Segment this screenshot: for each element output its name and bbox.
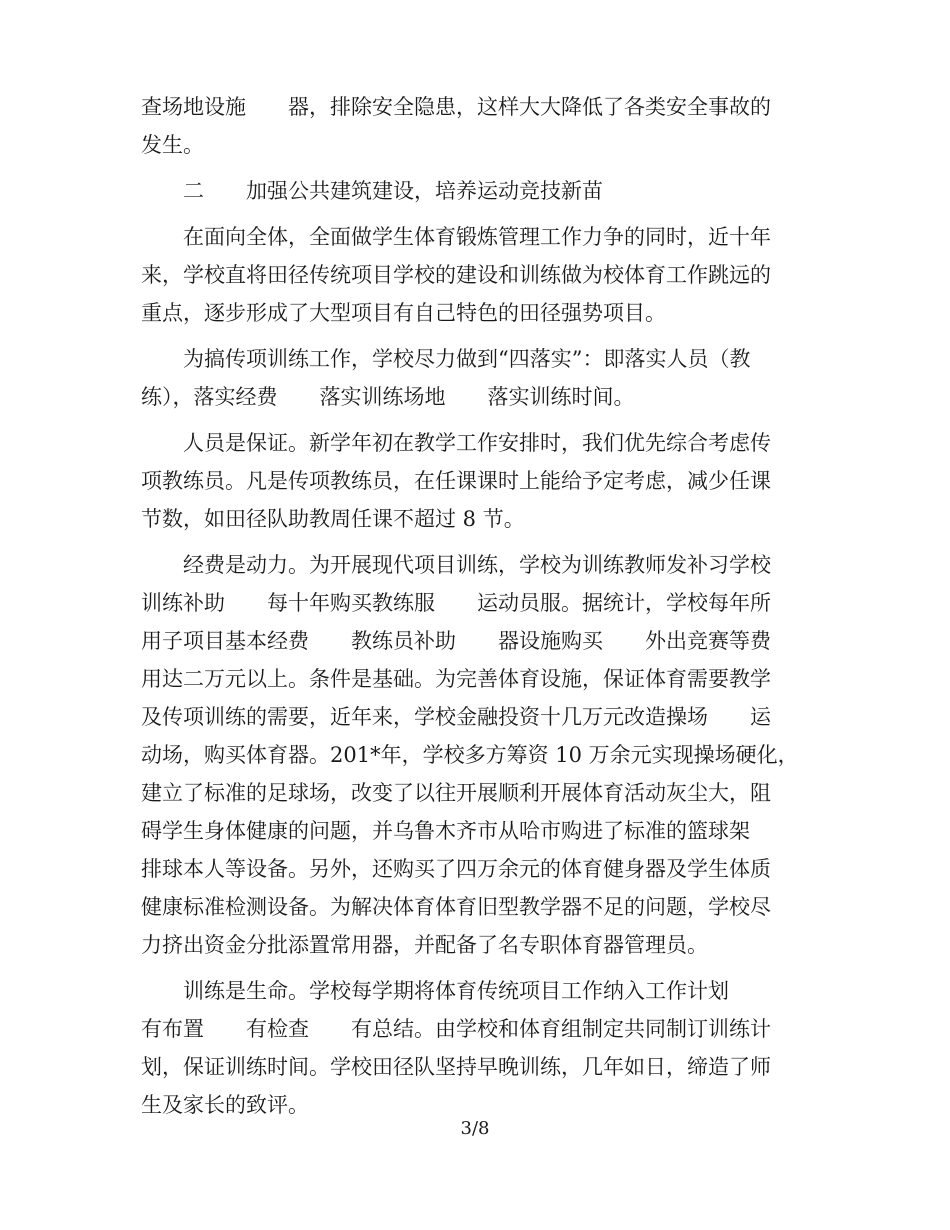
heading-line: 二 加强公共建筑建设，培养运动竞技新苗 [141,179,603,203]
text-line: 及传项训练的需要，近年来，学校金融投资十几万元改造操场 运 [141,705,771,729]
text-line: 经费是动力。为开展现代项目训练，学校为训练教师发补习学校 [141,553,771,577]
text-line: 发生。 [141,133,204,157]
text-line: 动场，购买体育器。201*年，学校多方筹资 10 万余元实现操场硬化， [141,743,799,767]
text-line: 项教练员。凡是传项教练员，在任课课时上能给予定考虑，减少任课 [141,469,771,493]
text-line: 生及家长的致评。 [141,1093,309,1117]
text-line: 来，学校直将田径传统项目学校的建设和训练做为校体育工作跳远的 [141,263,771,287]
text-line: 划，保证训练时间。学校田径队坚持早晚训练，几年如日，缔造了师 [141,1055,771,1079]
section-heading [141,172,813,210]
page-number: 3/8 [460,1118,490,1139]
text-line: 用子项目基本经费 教练员补助 器设施购买 外出竞赛等费 [141,629,771,653]
text-line: 查场地设施 器，排除安全隐患，这样大大降低了各类安全事故的 [141,95,771,119]
text-line: 重点，逐步形成了大型项目有自己特色的田径强势项目。 [141,301,666,325]
text-line: 为搞传项训练工作，学校尽力做到“四落实”：即落实人员（教 [141,347,751,371]
paragraph-overview [141,218,813,332]
paragraph-funding [141,546,813,964]
text-line: 训练补助 每十年购买教练服 运动员服。据统计，学校每年所 [141,591,771,615]
paragraph-personnel [141,424,813,538]
text-line: 训练是生命。学校每学期将体育传统项目工作纳入工作计划 [141,979,729,1003]
text-line: 建立了标准的足球场，改变了以往开展顺利开展体育活动灰尘大，阻 [141,781,771,805]
text-line: 碍学生身体健康的问题，并乌鲁木齐市从哈市购进了标准的篮球架 [141,819,750,843]
text-line: 健康标准检测设备。为解决体育体育旧型教学器不足的问题，学校尽 [141,895,771,919]
paragraph-four-implementations [141,340,813,416]
text-line: 节数，如田径队助教周任课不超过 8 节。 [141,507,525,531]
text-line: 用达二万元以上。条件是基础。为完善体育设施，保证体育需要教学 [141,667,771,691]
text-line: 力挤出资金分批添置常用器，并配备了名专职体育器管理员。 [141,933,708,957]
text-line: 在面向全体，全面做学生体育锻炼管理工作力争的同时，近十年 [141,225,771,249]
document-body [141,88,813,1132]
text-line: 排球本人等设备。另外，还购买了四万余元的体育健身器及学生体质 [141,857,771,881]
paragraph-safety-conclusion [141,88,813,164]
text-line: 人员是保证。新学年初在教学工作安排时，我们优先综合考虑传 [141,431,771,455]
text-line: 有布置 有检查 有总结。由学校和体育组制定共同制订训练计 [141,1017,771,1041]
paragraph-training [141,972,813,1124]
text-line: 练），落实经费 落实训练场地 落实训练时间。 [141,385,635,409]
